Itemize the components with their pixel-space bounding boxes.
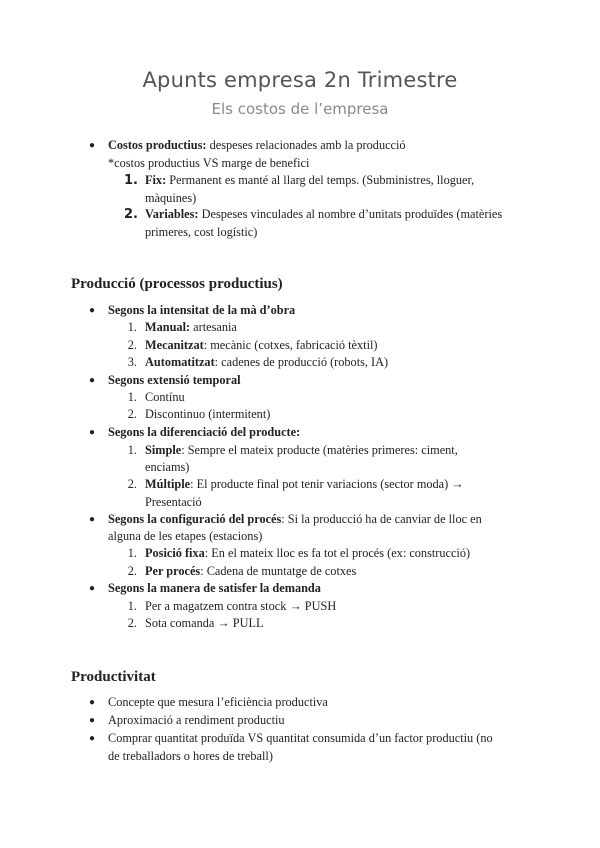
list-number: 2. [127, 616, 137, 630]
list-number: 2. [124, 207, 138, 222]
section-label: Segons la manera de satisfer la demanda [108, 581, 321, 595]
list-item: Sota comanda → PULL [145, 616, 264, 630]
list-item-cont: de treballadors o hores de treball) [108, 749, 273, 763]
bullet-icon: ● [89, 733, 96, 744]
bullet-icon: ● [89, 697, 96, 708]
document-title: Apunts empresa 2n Trimestre [142, 68, 458, 92]
list-item: Per a magatzem contra stock → PUSH [145, 599, 337, 613]
variables-label: Variables: [145, 207, 199, 221]
bullet-icon: ● [89, 305, 96, 316]
list-number: 1. [127, 443, 137, 457]
list-item: Per procés: Cadena de muntatge de cotxes [145, 564, 357, 578]
section-label: Segons la diferenciació del producte: [108, 425, 301, 439]
list-item: Mecanitzat: mecànic (cotxes, fabricació tèxtil) [145, 338, 378, 352]
variables-text: Despeses vinculades al nombre d’unitats produïdes (matèries [198, 207, 503, 221]
section-label: Segons la intensitat de la mà d’obra [108, 303, 296, 317]
list-number: 1. [124, 173, 138, 188]
bullet-icon: ● [89, 514, 96, 525]
fix-text: Permanent es manté al llarg del temps. (Subministres, lloguer, [166, 173, 475, 187]
list-number: 3. [127, 355, 137, 369]
section-label-cont: alguna de les etapes (estacions) [108, 529, 263, 543]
list-item: Aproximació a rendiment productiu [108, 713, 285, 727]
list-item: Discontinuo (intermitent) [145, 407, 271, 421]
fix-text-cont: màquines) [145, 191, 197, 205]
list-item: Concepte que mesura l’eficiència productiva [108, 695, 328, 709]
list-number: 2. [127, 338, 137, 352]
list-number: 1. [127, 390, 137, 404]
bullet-icon: ● [89, 427, 96, 438]
list-number: 1. [127, 546, 137, 560]
document-subtitle: Els costos de l’empresa [211, 100, 389, 118]
bullet-icon: ● [89, 583, 96, 594]
variables-text-cont: primeres, cost logístic) [145, 225, 258, 239]
costos-productius-text: despeses relacionades amb la producció [206, 138, 406, 152]
section-heading-produccio: Producció (processos productius) [71, 276, 283, 292]
costos-productius-label: Costos productius: [108, 138, 207, 152]
list-item: Posició fixa: En el mateix lloc es fa tot el procés (ex: construcció) [145, 546, 471, 560]
list-number: 2. [127, 477, 137, 491]
costos-productius-line [108, 137, 406, 155]
list-item: Automatitzat: cadenes de producció (robots, IA) [145, 355, 389, 369]
section-label: Segons la configuració del procés: Si la producció ha de canviar de lloc en [108, 512, 482, 526]
list-number: 1. [127, 320, 137, 334]
section-label: Segons extensió temporal [108, 373, 241, 387]
list-item: Múltiple: El producte final pot tenir variacions (sector moda) → [145, 477, 464, 491]
list-item-variables [145, 206, 502, 224]
list-item: Contínu [145, 390, 185, 404]
section-heading-productivitat: Productivitat [71, 669, 156, 685]
list-item-cont: Presentació [145, 495, 202, 509]
list-number: 1. [127, 599, 137, 613]
list-item: Manual: artesania [145, 320, 237, 334]
list-item-fix [145, 172, 474, 190]
bullet-icon: ● [89, 140, 96, 151]
fix-label: Fix: [145, 173, 167, 187]
list-item: Simple: Sempre el mateix producte (matèries primeres: ciment, [145, 443, 458, 457]
list-number: 2. [127, 407, 137, 421]
list-item: Comprar quantitat produïda VS quantitat consumida d’un factor productiu (no [108, 731, 493, 745]
list-item-cont: enciams) [145, 460, 190, 474]
list-number: 2. [127, 564, 137, 578]
costos-note: *costos productius VS marge de benefici [108, 156, 310, 170]
bullet-icon: ● [89, 375, 96, 386]
bullet-icon: ● [89, 715, 96, 726]
